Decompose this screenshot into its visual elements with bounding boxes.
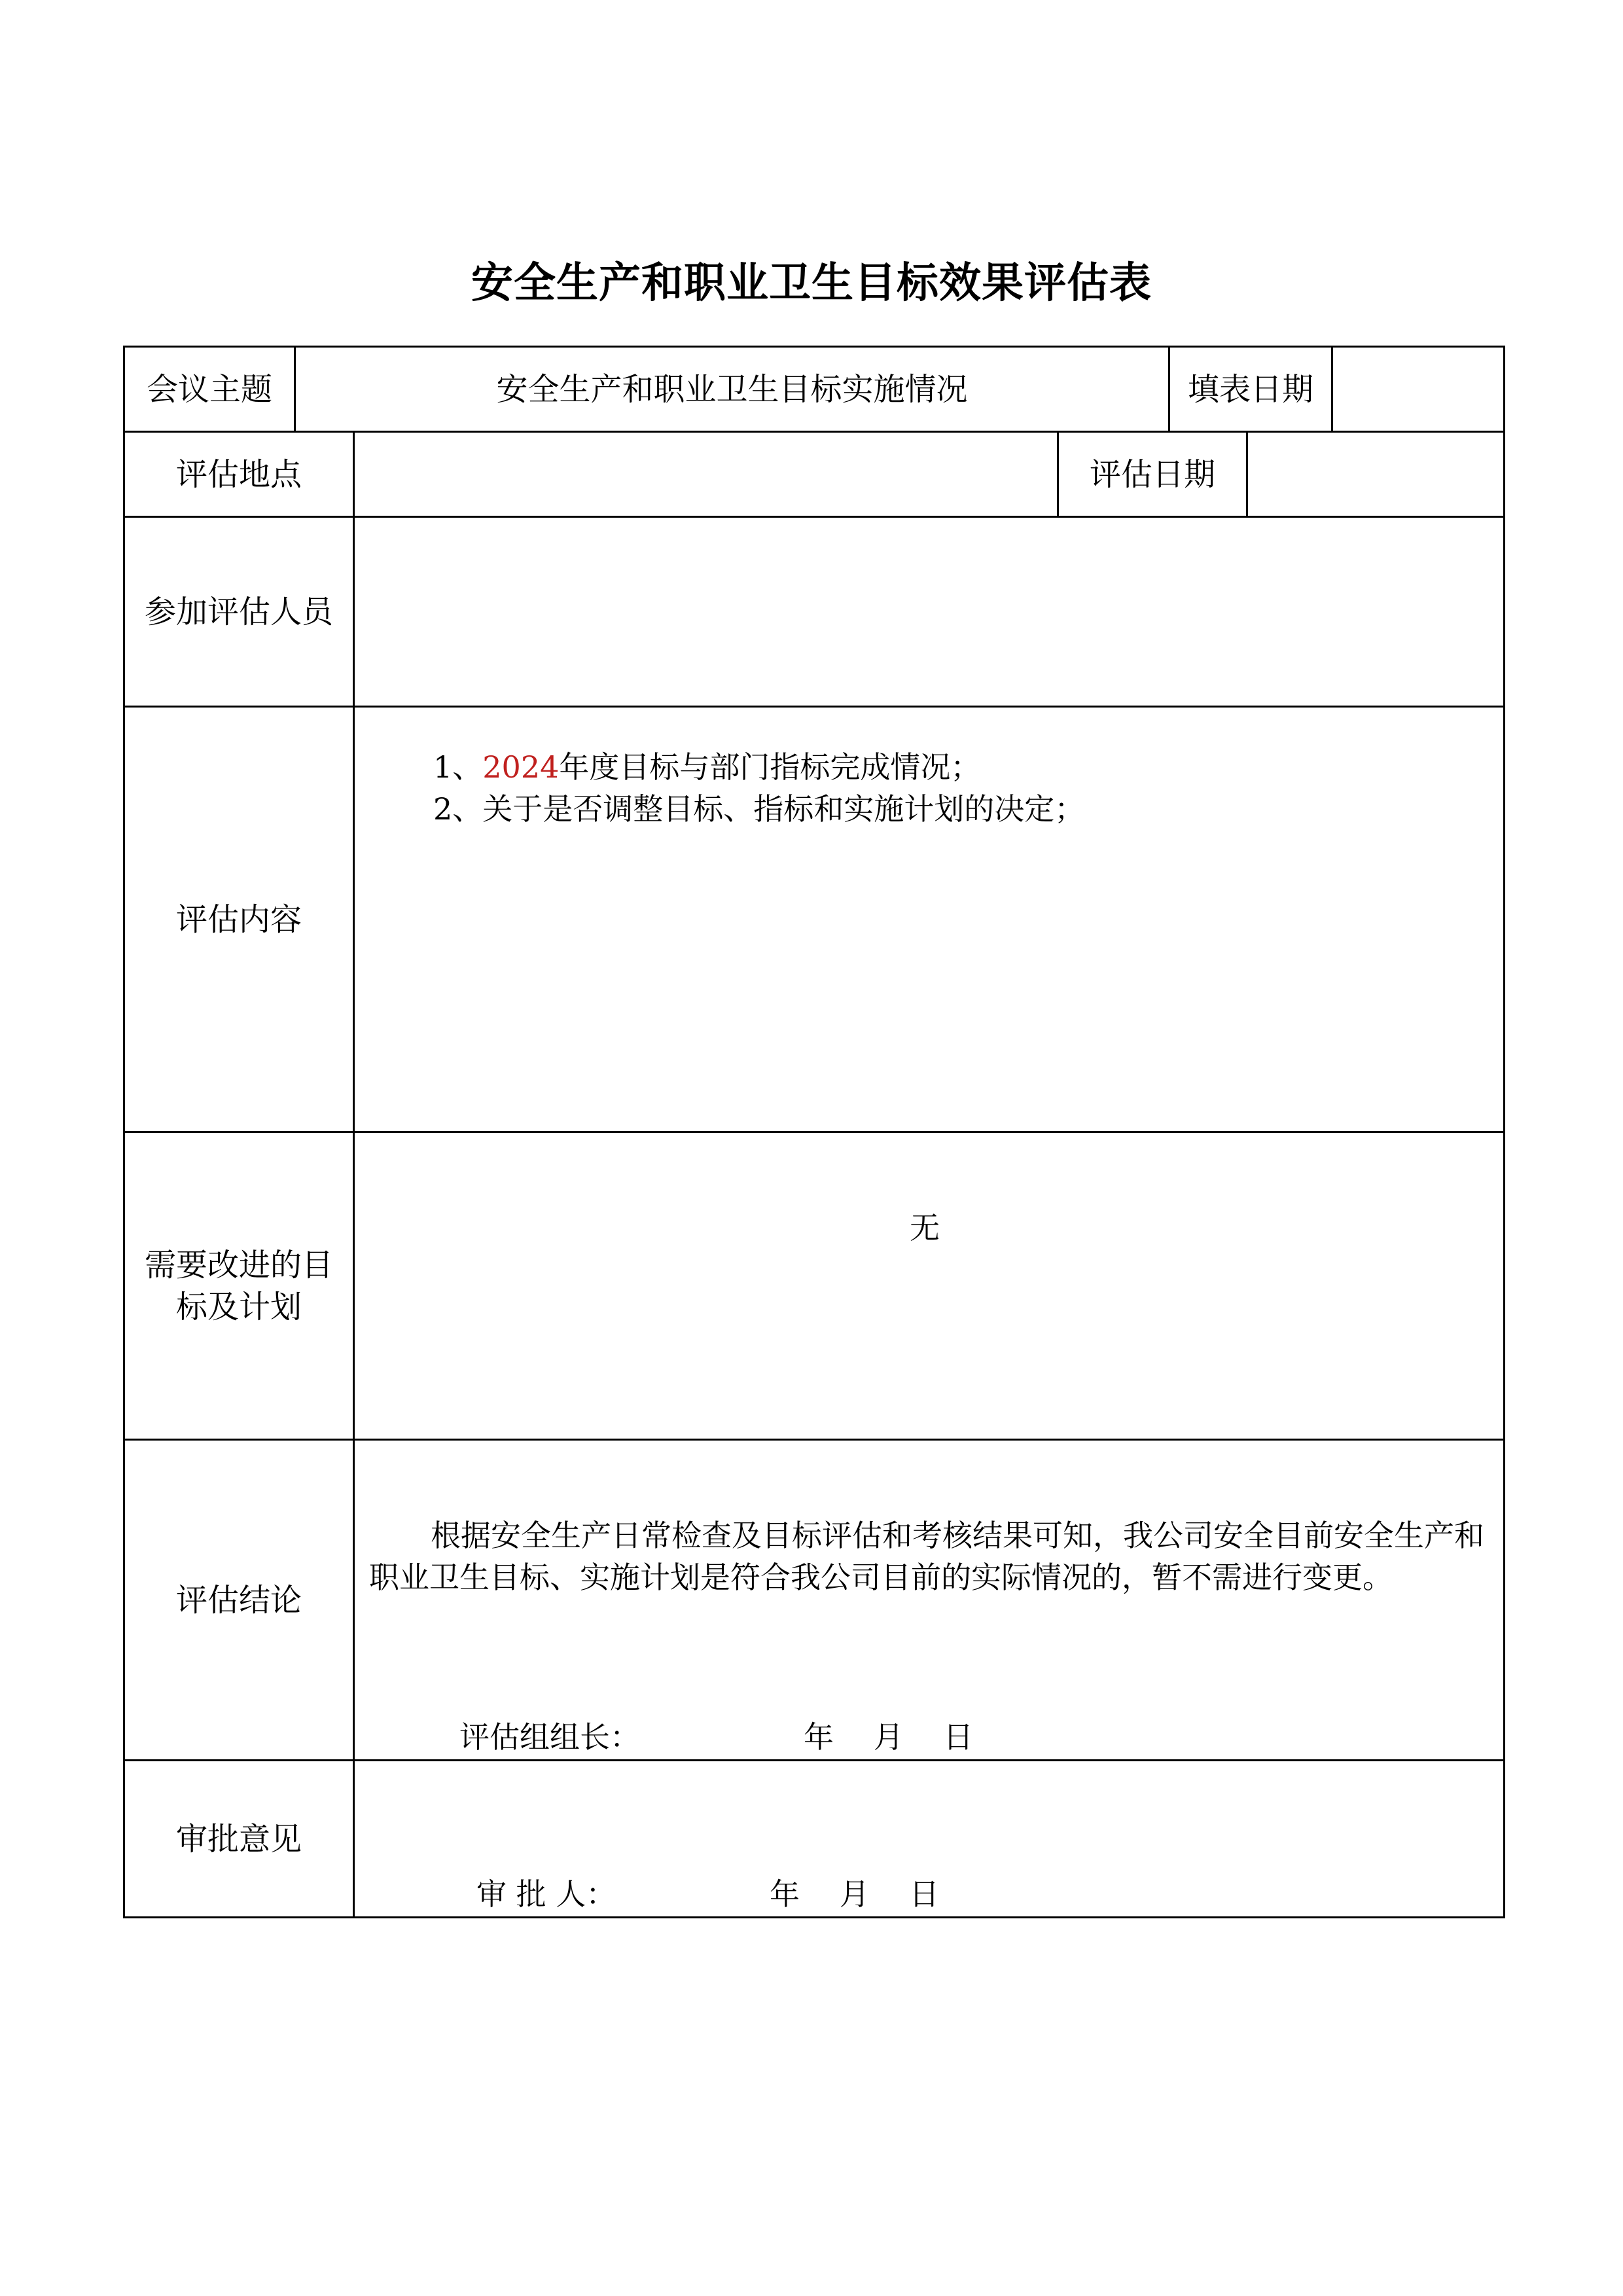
document-title: 安全生产和职业卫生目标效果评估表 (471, 259, 1152, 308)
improve-value: 无 (910, 1210, 940, 1246)
conclusion-signer-label: 评估组组长： (459, 1719, 640, 1755)
location-label: 评估地点 (175, 456, 302, 493)
content-item-1-year: 2024 (482, 749, 560, 785)
approval-signer-label: 审 批 人： (476, 1876, 616, 1912)
conclusion-text: 根据安全生产日常检查及目标评估和考核结果可知，我公司安全目前安全生产和职业卫生目标、实施计划是符合我公司目前的实际情况的，暂不需进行变更。 (369, 1518, 1484, 1595)
conclusion-label: 评估结论 (175, 1581, 302, 1619)
fill-date-label: 填表日期 (1187, 370, 1313, 408)
meeting-topic-label: 会议主题 (146, 370, 272, 408)
content-item-1-text: 年度目标与部门指标完成情况； (559, 749, 981, 785)
content-item-1-prefix: 1、 (433, 749, 483, 785)
location-value (355, 433, 1057, 516)
improve-label (125, 1133, 353, 1439)
content-item-1 (433, 746, 980, 788)
fill-date-value (1333, 348, 1503, 431)
eval-date-value (1248, 433, 1503, 516)
approval-label: 审批意见 (175, 1820, 302, 1857)
participants-value (355, 518, 1503, 706)
content-item-2: 2、关于是否调整目标、指标和实施计划的决定； (433, 791, 1085, 827)
meeting-topic-value: 安全生产和职业卫生目标实施情况 (496, 370, 968, 408)
improve-label-line-1: 需要改进的目 (144, 1246, 333, 1283)
table-border-bottom (123, 1916, 1505, 1918)
improve-label-line-2: 标及计划 (175, 1288, 302, 1325)
approval-date: 年 月 日 (770, 1876, 940, 1912)
table-border-right (1503, 346, 1505, 1918)
conclusion-date: 年 月 日 (804, 1719, 974, 1755)
eval-date-label: 评估日期 (1089, 456, 1215, 493)
participants-label: 参加评估人员 (144, 593, 333, 630)
content-label: 评估内容 (175, 901, 302, 938)
